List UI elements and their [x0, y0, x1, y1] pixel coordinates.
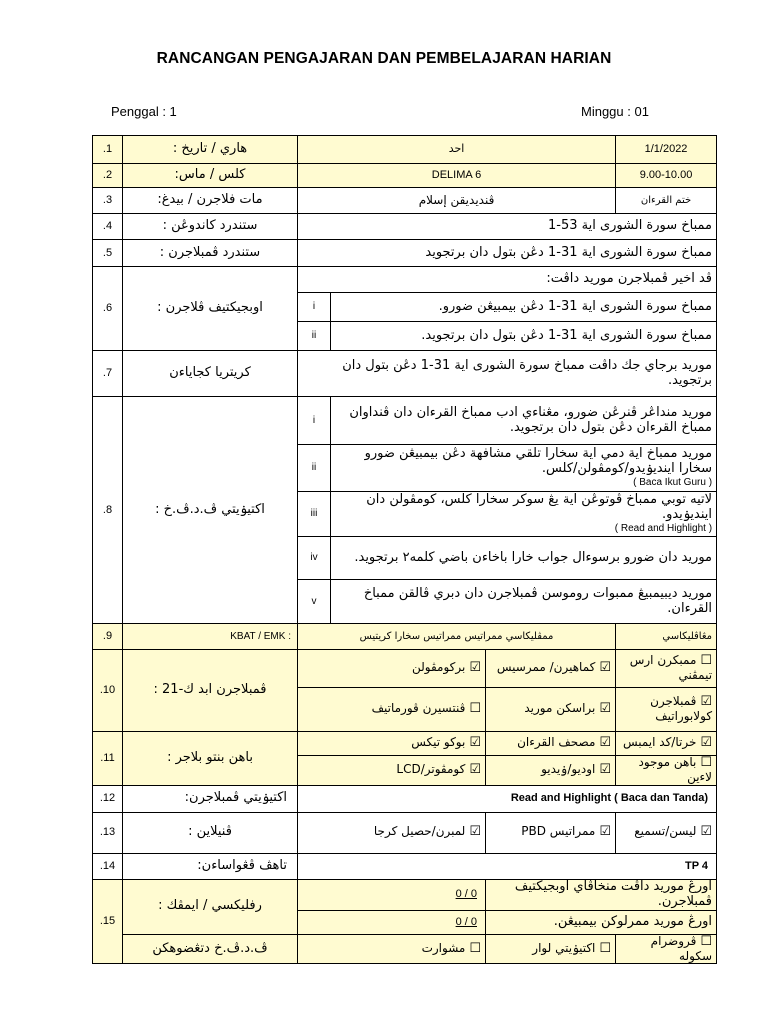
option-label: ڤنتسيرن ڤورماتيف — [371, 701, 466, 716]
rph-table — [92, 135, 717, 964]
page-title: RANCANGAN PENGAJARAN DAN PEMBELAJARAN HARIAN — [156, 50, 612, 67]
refleksi-label: رفليكسي / ايمڤك : — [123, 879, 298, 934]
refleksi-row — [93, 879, 717, 910]
pembelajaran-abad21-row — [93, 650, 717, 688]
checkbox-empty-icon[interactable]: ☐ — [700, 755, 713, 770]
aktiviti-item-note: ( Baca Ikut Guru ) — [633, 477, 713, 489]
bbm-option-mushaf[interactable] — [486, 732, 616, 756]
row-number: .3 — [93, 188, 123, 214]
tangguh-option-program-sekolah[interactable] — [616, 934, 717, 964]
penilaian-label: ڤنيلاين : — [123, 812, 298, 853]
row-number: .2 — [93, 164, 123, 188]
kelas-value: DELIMA 6 — [298, 164, 616, 188]
row-aktiviti-pembelajaran — [93, 785, 717, 812]
option-label: ممراتيس PBD — [521, 824, 596, 839]
row-penilaian — [93, 812, 717, 853]
pdpc-ditangguhkan-label: ڤ.د.ڤ.خ دتڠضوهكن — [123, 934, 298, 964]
row-objektif — [93, 267, 717, 293]
refleksi-score: 0 / 0 — [298, 879, 486, 910]
aktiviti-item-cell — [331, 445, 717, 492]
bbm-option-komputer[interactable] — [298, 756, 486, 786]
hari-tarikh-label: هاري / تاريخ : — [123, 136, 298, 164]
checkbox-empty-icon[interactable]: ☐ — [469, 940, 481, 956]
kbat-value: مڠاڤليكاسي — [616, 624, 717, 650]
row-tahap-penguasaan — [93, 853, 717, 879]
row-number: .11 — [93, 732, 123, 786]
row-number: .8 — [93, 397, 123, 624]
checkbox-checked-icon[interactable]: ☑ — [599, 824, 612, 840]
option-label: ممبكرن ارس تيمڤني — [629, 653, 713, 683]
aktiviti-item-note: ( Read and Highlight ) — [614, 523, 713, 535]
tangguh-option-mesyuarat[interactable] — [298, 934, 486, 964]
standard-pembelajaran-value: ممباخ سورة الشورى اية 31-1 دڠن بتول دان برتجويد — [298, 240, 717, 267]
checkbox-empty-icon[interactable]: ☐ — [700, 653, 713, 669]
objektif-item-number: ii — [298, 322, 331, 351]
mata-pelajaran-value: ڤنديديقن إسلام — [298, 188, 616, 214]
aktiviti-item-number: iv — [298, 537, 331, 580]
checkbox-checked-icon[interactable]: ☑ — [599, 701, 612, 717]
checkbox-checked-icon[interactable]: ☑ — [599, 735, 612, 751]
option-label: باهن موجود لاءين — [638, 755, 713, 784]
aktiviti-item-number: ii — [298, 445, 331, 492]
option-label: براسكن موريد — [524, 701, 596, 716]
kriteria-kejayaan-value: موريد برجاي جك داڤت ممباخ سورة الشورى اية 31-1 دڠن بتول دان برتجويد. — [298, 351, 717, 397]
standard-kandungan-value: ممباخ سورة الشورى اية 53-1 — [298, 214, 717, 240]
checkbox-checked-icon[interactable]: ☑ — [469, 660, 481, 676]
checkbox-checked-icon[interactable]: ☑ — [469, 761, 481, 777]
option-label: بركومڤولن — [411, 660, 466, 675]
objektif-item-text: ممباخ سورة الشورى اية 31-1 دڠن بيمبيڠن ضورو. — [331, 293, 717, 322]
aktiviti-item-text: لاتيه توبي ممباخ ڤوتوڠن اية يڠ سوكر سخارا كلس، كومڤولن دان اينديۏيدو. — [366, 492, 713, 523]
checkbox-empty-icon[interactable]: ☐ — [700, 934, 713, 949]
penilaian-option-lembaran[interactable] — [298, 812, 486, 853]
refleksi-item-text: اورڠ موريد ممرلوكن بيمبيڠن. — [486, 910, 717, 934]
checkbox-empty-icon[interactable]: ☐ — [469, 701, 481, 717]
penilaian-option-lisan[interactable] — [616, 812, 717, 853]
option-label: ڤروضرام سكوله — [650, 934, 713, 963]
abad21-option-berkumpulan[interactable] — [298, 650, 486, 688]
aktiviti-item-number: v — [298, 580, 331, 624]
checkbox-checked-icon[interactable]: ☑ — [599, 660, 612, 676]
aktiviti-item-text: موريد ممباخ اية دمي اية سخارا تلقي مشافهة دڠن بيمبيڠن ضورو سخارا اينديۏيدو/كومڤولن/كلس. — [364, 446, 713, 477]
row-standard-pembelajaran — [93, 240, 717, 267]
penggal-label: Penggal : 1 — [111, 104, 177, 119]
mata-bidang-label: مات فلاجرن / بيدغ: — [123, 188, 298, 214]
bbm-label: باهن بنتو بلاجر : — [123, 732, 298, 786]
option-label: اوديو/ۏيديو — [541, 761, 596, 776]
abad21-option-kolaboratif[interactable] — [616, 688, 717, 732]
checkbox-checked-icon[interactable]: ☑ — [469, 824, 481, 840]
row-number: .12 — [93, 785, 123, 812]
option-label: ڤمبلاجرن كولابوراتيف — [650, 694, 713, 724]
row-kelas-masa — [93, 164, 717, 188]
bbm-option-buku-teks[interactable] — [298, 732, 486, 756]
aktiviti-pembelajaran-label: اكتيۏيتي ڤمبلاجرن: — [123, 785, 298, 812]
aktiviti-label: اكتيۏيتي ڤ.د.ڤ.خ : — [123, 397, 298, 624]
option-label: اكتيۏيتي لوار — [532, 940, 596, 955]
option-label: ليسن/تسميع — [634, 824, 697, 839]
row-hari-tarikh — [93, 136, 717, 164]
row-kbat-emk — [93, 624, 717, 650]
row-mata-bidang — [93, 188, 717, 214]
emk-value: ممڤليكاسي ممراتيس ممراتيس سخارا كريتيس — [298, 624, 616, 650]
row-number: .6 — [93, 267, 123, 351]
option-label: كومڤوتر/LCD — [396, 761, 466, 776]
abad21-option-bakat[interactable] — [616, 650, 717, 688]
row-number: .1 — [93, 136, 123, 164]
row-number: .13 — [93, 812, 123, 853]
aktiviti-item-cell — [331, 492, 717, 537]
tangguh-option-aktiviti-luar[interactable] — [486, 934, 616, 964]
pembelajaran-abad21-label: ڤمبلاجرن ابد ك-21 : — [123, 650, 298, 732]
masa-value: 9.00-10.00 — [616, 164, 717, 188]
option-label: لمبرن/حصيل كرجا — [373, 824, 466, 839]
row-number: .15 — [93, 879, 123, 964]
option-label: مشوارت — [421, 940, 466, 955]
tahap-penguasaan-label: تاهڤ ڤڠواساءن: — [123, 853, 298, 879]
aktiviti-item-text: موريد دان ضورو برسوءال جواب خارا باخاءن باضي كلمه٢ برتجويد. — [331, 537, 717, 580]
kelas-masa-label: كلس / ماس: — [123, 164, 298, 188]
refleksi-item-text: اورڠ موريد داڤت منخاڤاي اوبجيكتيف ڤمبلاجرن. — [486, 879, 717, 910]
abad21-option-pentaksiran[interactable] — [298, 688, 486, 732]
tarikh-value: 1/1/2022 — [616, 136, 717, 164]
objektif-item-text: ممباخ سورة الشورى اية 31-1 دڠن بتول دان برتجويد. — [331, 322, 717, 351]
objektif-item-number: i — [298, 293, 331, 322]
pdpc-ditangguhkan-row — [93, 934, 717, 964]
row-kriteria-kejayaan — [93, 351, 717, 397]
row-number: .7 — [93, 351, 123, 397]
aktiviti-item-number: iii — [298, 492, 331, 537]
aktiviti-item-text: موريد منداڠر ڤنرڠن ضورو، مڠناءي ادب ممباخ القرءان دان ڤنداوان ممباخ القرءان دڠن بتول دان برتجويد. — [331, 397, 717, 445]
bbm-row — [93, 732, 717, 756]
abad21-option-berasaskan-murid[interactable] — [486, 688, 616, 732]
aktiviti-item-text: موريد ديبيمبيڠ ممبوات روموسن ڤمبلاجرن دان دبري ڤالقن ممباخ القرءان. — [331, 580, 717, 624]
kbat-emk-label: KBAT / EMK : — [123, 624, 298, 650]
standard-kandungan-label: ستندرد كاندوڠن : — [123, 214, 298, 240]
tahap-penguasaan-value: TP 4 — [298, 853, 717, 879]
aktiviti-item-number: i — [298, 397, 331, 445]
checkbox-checked-icon[interactable]: ☑ — [700, 824, 713, 840]
row-number: .5 — [93, 240, 123, 267]
checkbox-empty-icon[interactable]: ☐ — [599, 940, 612, 956]
objektif-intro: ڤد اخير ڤمبلاجرن موريد داڤت: — [298, 267, 717, 293]
option-label: مصحف القرءان — [517, 735, 596, 750]
standard-pembelajaran-label: ستندرد ڤمبلاجرن : — [123, 240, 298, 267]
option-label: خرتا/كد ايمبس — [622, 735, 697, 750]
bbm-option-bahan-lain[interactable] — [616, 756, 717, 786]
row-number: .9 — [93, 624, 123, 650]
option-label: بوكو تيكس — [411, 735, 466, 750]
kriteria-kejayaan-label: كريتريا كجاياءن — [123, 351, 298, 397]
row-number: .4 — [93, 214, 123, 240]
bidang-value: ختم القرءان — [616, 188, 717, 214]
checkbox-checked-icon[interactable]: ☑ — [700, 694, 713, 710]
objektif-label: اوبجيكتيف ڤلاجرن : — [123, 267, 298, 351]
row-number: .10 — [93, 650, 123, 732]
bbm-option-kertas[interactable] — [616, 732, 717, 756]
option-label: كماهيرن/ ممرسيس — [496, 660, 596, 675]
aktiviti-item — [93, 397, 717, 445]
row-number: .14 — [93, 853, 123, 879]
row-standard-kandungan — [93, 214, 717, 240]
checkbox-checked-icon[interactable]: ☑ — [700, 735, 713, 751]
abad21-option-kemahiran[interactable] — [486, 650, 616, 688]
aktiviti-pembelajaran-value: Read and Highlight ( Baca dan Tanda) — [298, 785, 717, 812]
penilaian-option-pbd[interactable] — [486, 812, 616, 853]
checkbox-checked-icon[interactable]: ☑ — [469, 735, 481, 751]
checkbox-checked-icon[interactable]: ☑ — [599, 761, 612, 777]
refleksi-score: 0 / 0 — [298, 910, 486, 934]
hari-value: احد — [298, 136, 616, 164]
minggu-label: Minggu : 01 — [581, 104, 649, 119]
bbm-option-audio-video[interactable] — [486, 756, 616, 786]
